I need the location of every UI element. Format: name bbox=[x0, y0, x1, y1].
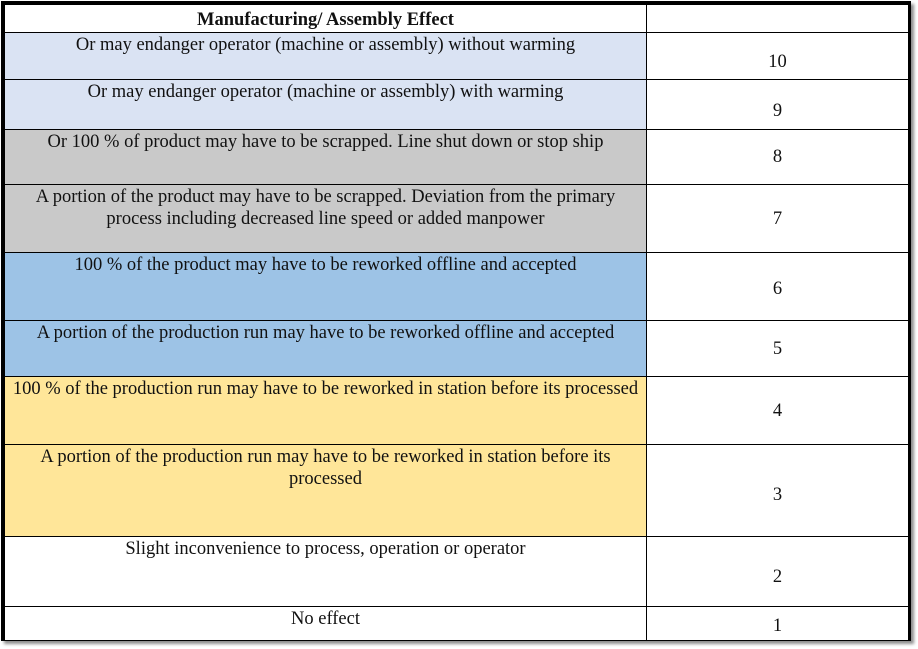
score-cell: 2 bbox=[647, 537, 909, 607]
table-header-row bbox=[5, 5, 909, 33]
severity-table-frame bbox=[1, 1, 911, 641]
table-row bbox=[5, 607, 909, 641]
table-row bbox=[5, 130, 909, 185]
score-cell: 7 bbox=[647, 185, 909, 253]
table-row bbox=[5, 185, 909, 253]
effect-cell: A portion of the production run may have to be reworked in station before its processed bbox=[5, 445, 647, 537]
table-row bbox=[5, 377, 909, 445]
effect-cell: Or may endanger operator (machine or assembly) without warming bbox=[5, 33, 647, 80]
header-effect-cell: Manufacturing/ Assembly Effect bbox=[5, 5, 647, 33]
score-cell: 5 bbox=[647, 321, 909, 377]
effect-cell: 100 % of the product may have to be reworked offline and accepted bbox=[5, 253, 647, 321]
table-row bbox=[5, 537, 909, 607]
effect-cell: Or 100 % of product may have to be scrapped. Line shut down or stop ship bbox=[5, 130, 647, 185]
effect-cell: A portion of the production run may have to be reworked offline and accepted bbox=[5, 321, 647, 377]
score-cell: 6 bbox=[647, 253, 909, 321]
effect-cell: Slight inconvenience to process, operation or operator bbox=[5, 537, 647, 607]
score-cell: 10 bbox=[647, 33, 909, 80]
table-row bbox=[5, 321, 909, 377]
header-score-cell bbox=[647, 5, 909, 33]
score-cell: 8 bbox=[647, 130, 909, 185]
effect-cell: No effect bbox=[5, 607, 647, 641]
table-row bbox=[5, 80, 909, 130]
score-cell: 3 bbox=[647, 445, 909, 537]
effect-cell: Or may endanger operator (machine or assembly) with warming bbox=[5, 80, 647, 130]
table-row bbox=[5, 253, 909, 321]
effect-cell: A portion of the product may have to be scrapped. Deviation from the primary process including decreased line speed or added manpower bbox=[5, 185, 647, 253]
table-row bbox=[5, 33, 909, 80]
severity-table bbox=[4, 4, 909, 641]
effect-cell: 100 % of the production run may have to be reworked in station before its processed bbox=[5, 377, 647, 445]
score-cell: 9 bbox=[647, 80, 909, 130]
score-cell: 4 bbox=[647, 377, 909, 445]
score-cell: 1 bbox=[647, 607, 909, 641]
table-row bbox=[5, 445, 909, 537]
